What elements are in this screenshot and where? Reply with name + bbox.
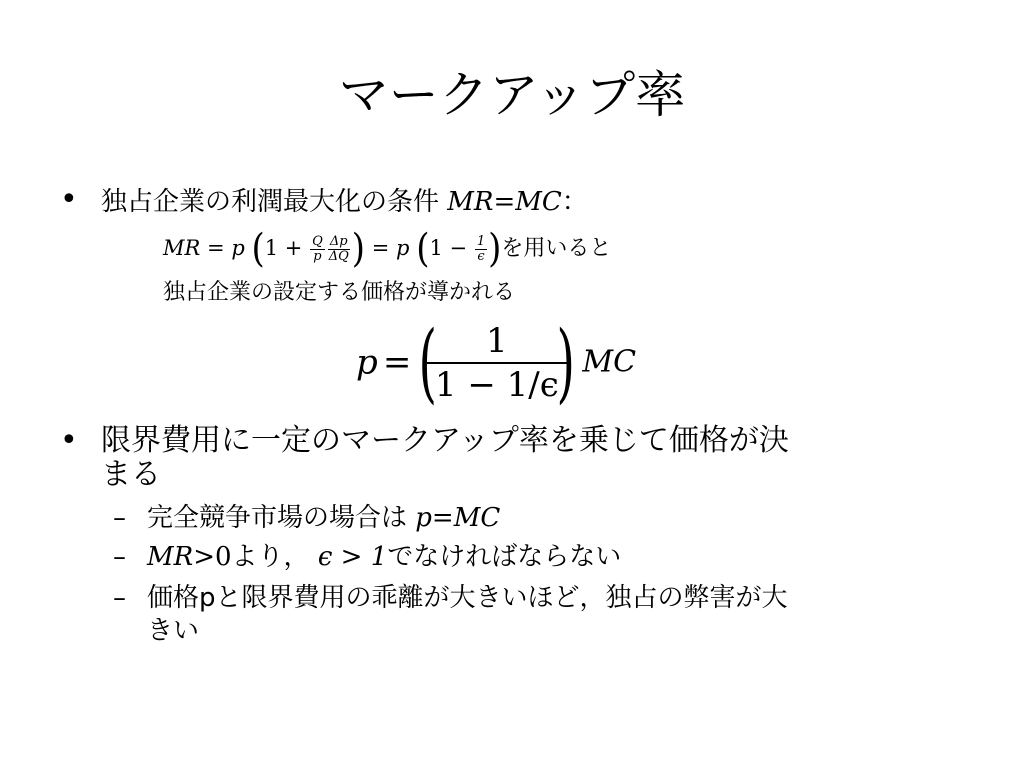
eq-p-2: p <box>396 236 410 260</box>
bullet-2-line-2: まる <box>101 457 161 492</box>
frac-num: Q <box>312 233 323 249</box>
sub-bullet-2-mr: MR <box>147 542 194 572</box>
bullet-1-line <box>101 184 588 220</box>
formula-p: p <box>356 342 378 383</box>
eq-fraction-dp-over-dq <box>327 235 351 264</box>
sub-bullet-2 <box>147 539 621 575</box>
slide-title: マークアップ率 <box>338 66 686 124</box>
eq-mr: MR <box>163 236 201 260</box>
sub-bullet-1 <box>147 500 500 536</box>
bullet-1-marker: • <box>60 182 78 217</box>
sub-bullet-3-line-1: 価格pと限界費用の乖離が大きいほど，独占の弊害が大 <box>147 583 788 613</box>
condition-mr: MR <box>447 187 494 217</box>
formula-numerator: 1 <box>427 320 567 364</box>
price-derivation-text: 独占企業の設定する価格が導かれる <box>163 280 516 305</box>
eq-lparen-2: ( <box>416 226 430 272</box>
bullet-1-text: 独占企業の利潤最大化の条件 <box>101 187 440 217</box>
frac-num: Δp <box>329 233 348 249</box>
bullet-2-line-1: 限界費用に一定のマークアップ率を乗じて価格が決 <box>101 423 789 458</box>
eq-rparen-2: ) <box>488 226 502 272</box>
formula-denominator: 1 − 1/ϵ <box>434 364 559 405</box>
frac-den: ΔQ <box>328 248 349 264</box>
eq-lparen-1: ( <box>251 226 265 272</box>
sub-bullet-2-epsilon: ϵ > 1 <box>317 542 388 572</box>
eq-tail-text: を用いると <box>501 236 612 261</box>
sub-bullet-1-text: 完全競争市場の場合は <box>147 503 408 533</box>
eq-plus: + <box>284 236 303 260</box>
sub-bullet-2-text-1: より， <box>231 542 310 572</box>
eq-one-2: 1 <box>429 236 443 260</box>
frac-den: p <box>313 248 322 264</box>
sub-bullet-3-line-2: きい <box>147 616 200 646</box>
mr-equation <box>163 226 611 270</box>
sub-bullet-2-gt-zero: >0 <box>193 542 232 572</box>
eq-rparen-1: ) <box>351 226 366 272</box>
sub-bullet-1-marker: – <box>113 503 126 533</box>
condition-eq: = <box>493 187 516 217</box>
formula-fraction <box>431 320 563 406</box>
sub-bullet-2-text-2: でなければならない <box>387 542 622 572</box>
formula-equals: = <box>382 342 412 383</box>
eq-p-1: p <box>231 236 245 260</box>
formula-rparen: ) <box>556 312 575 413</box>
eq-fraction-1-over-epsilon <box>475 235 487 264</box>
condition-colon: ： <box>561 187 588 217</box>
markup-formula <box>356 312 636 412</box>
eq-equals-1: = <box>207 236 225 260</box>
formula-mc: MC <box>582 344 637 380</box>
frac-num: 1 <box>476 233 486 249</box>
sub-bullet-3-marker: – <box>113 583 126 613</box>
bullet-2-marker: • <box>60 423 78 458</box>
sub-bullet-2-marker: – <box>113 542 126 572</box>
eq-fraction-q-over-p <box>310 235 325 264</box>
condition-mc: MC <box>515 187 562 217</box>
formula-lparen: ( <box>418 312 438 413</box>
eq-one-1: 1 <box>264 236 279 260</box>
sub-bullet-1-math: p=MC <box>415 503 501 533</box>
eq-minus: − <box>449 236 468 260</box>
frac-den: ϵ <box>477 248 485 264</box>
eq-equals-2: = <box>371 236 390 260</box>
